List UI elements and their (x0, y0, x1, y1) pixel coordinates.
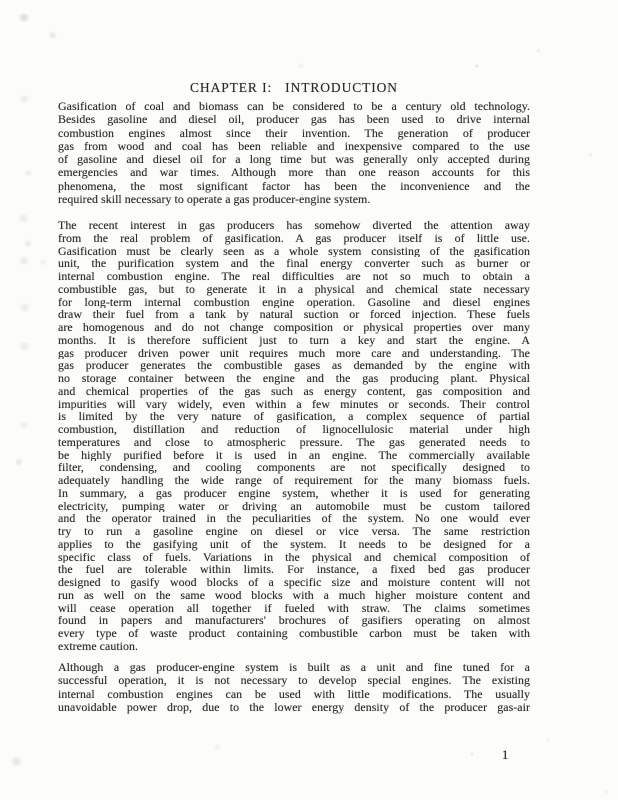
text-line: no storage container between the engine and the gas producing plant. Physical (58, 372, 530, 385)
text-line: combustion, distillation and reduction of lignocellulosic material under high (58, 423, 530, 436)
scan-speck (536, 48, 541, 53)
text-line: Besides gasoline and diesel oil, producer gas has been used to drive internal (58, 113, 530, 127)
text-line: designed to gasify wood blocks of a specific size and moisture content will not (58, 576, 530, 589)
scan-speck (604, 789, 609, 794)
scan-speck (23, 239, 33, 248)
text-line: run as well on the same wood blocks with a much higher moisture content and (58, 588, 530, 602)
scan-speck (18, 95, 31, 103)
text-line: In summary, a gas producer engine system, whether it is used for generating (58, 486, 530, 500)
text-line: electricity, pumping water or driving an automobile must be custom tailored (58, 499, 530, 513)
text-line: and the operator trained in the peculiarities of the system. No one would ever (58, 512, 530, 525)
text-line: found in papers and manufacturers' brochures of gasifiers operating on almost (58, 614, 530, 627)
text-line: internal combustion engines can be used with little modifications. The usually (58, 687, 530, 701)
text-line: unavoidable power drop, due to the lower energy density of the producer gas-air (58, 701, 530, 715)
scan-speck (25, 169, 32, 177)
text-line: internal combustion engine. The real difficulties are not so much to obtain a (58, 270, 530, 283)
text-line: months. It is therefore sufficient just to turn a key and start the engine. A (58, 333, 530, 347)
scan-speck (17, 214, 30, 223)
text-line: adequately handling the wide range of requirement for the many biomass fuels. (58, 474, 530, 487)
text-line: from the real problem of gasification. A gas producer itself is of little use. (58, 231, 530, 245)
scan-speck (588, 152, 593, 157)
text-line: and chemical properties of the gas such as energy content, gas composition and (58, 384, 530, 398)
text-line: temperatures and close to atmospheric pressure. The gas generated needs to (58, 435, 530, 449)
scan-speck (48, 31, 57, 40)
text-line: specific class of fuels. Variations in the physical and chemical composition of (58, 550, 530, 564)
paragraph-3 (58, 661, 530, 714)
text-line: gas producer generates the combustible gases as demanded by the engine with (58, 359, 530, 372)
text-line: will cease operation all together if fueled with straw. The claims sometimes (58, 601, 530, 615)
scan-speck (18, 422, 30, 429)
text-line: be highly purified before it is used in an engine. The commercially available (58, 448, 530, 462)
chapter-heading-label: INTRODUCTION (285, 80, 398, 95)
text-line: Although a gas producer-engine system is built as a unit and fine tuned for a (58, 661, 530, 674)
text-line: successful operation, it is not necessary to develop special engines. The existing (58, 674, 530, 688)
paragraph-1 (58, 100, 530, 206)
text-line: is limited by the very nature of gasification, a complex sequence of partial (58, 410, 530, 423)
text-line: for long-term internal combustion engine operation. Gasoline and diesel engines (58, 295, 530, 309)
page-number: 1 (502, 748, 509, 762)
text-line: Gasification must be clearly seen as a whole system consisting of the gasification (58, 244, 530, 258)
text-line: applies to the gasifying unit of the system. It needs to be designed for a (58, 537, 530, 551)
scan-speck (214, 744, 221, 751)
text-line: required skill necessary to operate a gas producer-engine system. (58, 193, 371, 207)
scan-speck (39, 258, 47, 266)
scan-speck (17, 303, 32, 312)
text-line: phenomena, the most significant factor has been the inconvenience and the (58, 179, 530, 193)
scan-speck (17, 13, 31, 22)
scan-speck (297, 63, 305, 69)
text-line: emergencies and war times. Although more than one reason accounts for this (58, 166, 530, 180)
text-line: gas producer driven power unit requires much more care and understanding. The (58, 346, 530, 360)
text-line: unit, the purification system and the final energy converter such as burner or (58, 257, 530, 270)
text-line: gas from wood and coal has been reliable and inexpensive compared to the use (58, 139, 530, 153)
scan-speck (470, 752, 474, 756)
text-line: The recent interest in gas producers has somehow diverted the attention away (58, 219, 530, 232)
text-line: impurities will vary widely, even within a few minutes or seconds. Their control (58, 397, 530, 411)
scan-speck (17, 256, 31, 265)
text-line: draw their fuel from a tank by natural suction or forced injection. These fuels (58, 308, 530, 321)
text-line: try to run a gasoline engine on diesel or vice versa. The same restriction (58, 525, 530, 538)
text-line: filter, condensing, and cooling components are not specifically designed to (58, 461, 530, 474)
text-line: the fuel are tolerable within limits. For instance, a fixed bed gas producer (58, 563, 530, 576)
chapter-number-label: CHAPTER I: (190, 80, 273, 95)
paragraph-2 (58, 219, 530, 653)
chapter-title (58, 80, 530, 96)
text-line: combustible gas, but to generate it in a physical and chemical state necessary (58, 282, 530, 296)
text-line: Gasification of coal and biomass can be considered to be a century old technology. (58, 100, 530, 113)
text-line: are homogenous and do not change composition or physical properties over many (58, 321, 530, 334)
text-line: of gasoline and diesel oil for a long time but was generally only accepted during (58, 153, 530, 167)
scan-speck (475, 64, 479, 68)
text-line: extreme caution. (58, 639, 139, 653)
scan-speck (10, 756, 23, 767)
scan-speck (17, 342, 32, 351)
scan-speck (16, 456, 22, 468)
text-line: combustion engines almost since their invention. The generation of producer (58, 126, 530, 140)
text-line: every type of waste product containing combustible carbon must be taken with (58, 627, 530, 640)
scan-speck (545, 738, 550, 743)
